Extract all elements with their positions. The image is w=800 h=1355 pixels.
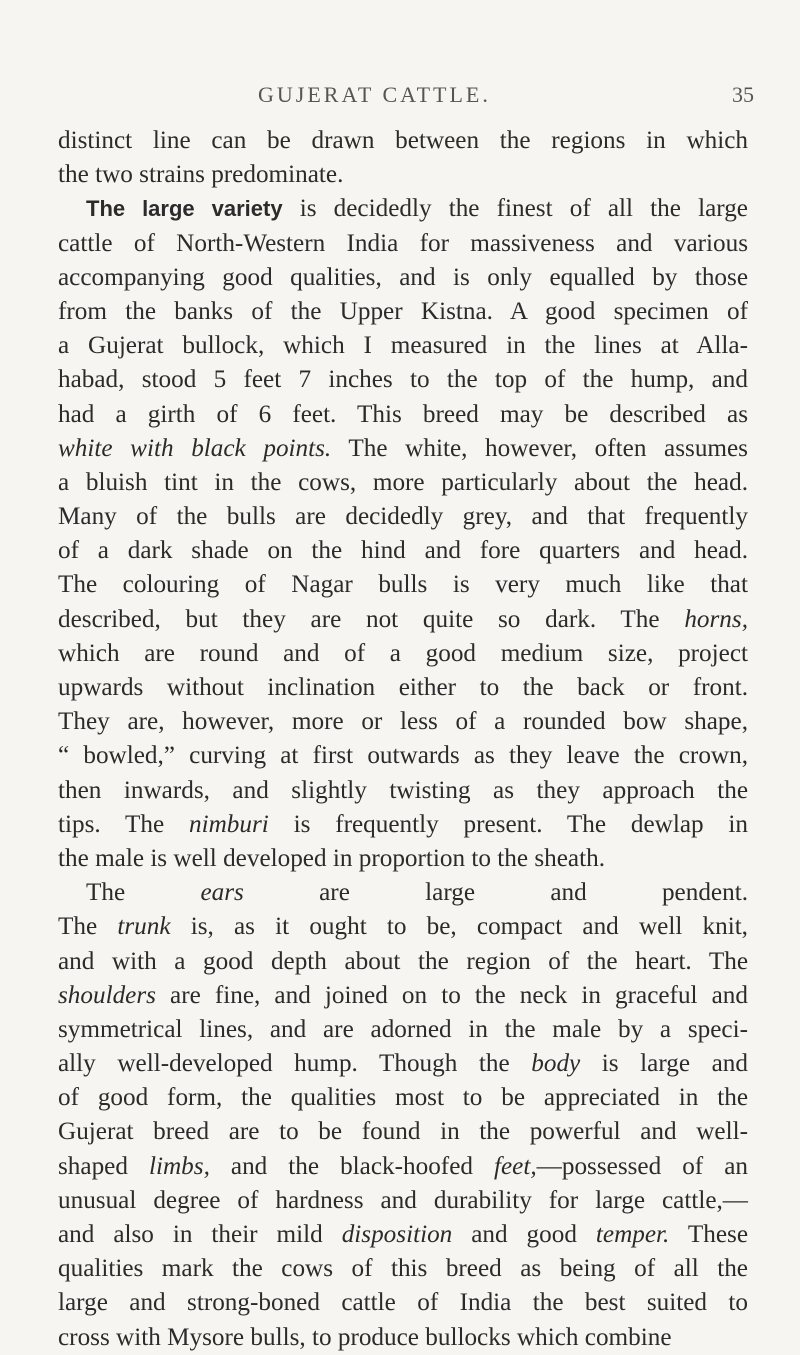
italic-term: shoulders (58, 981, 156, 1009)
text-run: Gujerat breed are to be found in the powerful and well- (58, 1118, 748, 1146)
text-run: The white, however, often assumes (331, 434, 748, 462)
text-line (58, 466, 748, 500)
lead-in-phrase: The large variety (86, 196, 283, 222)
text-run: —possessed of an (536, 1152, 748, 1180)
text-line (58, 1286, 748, 1320)
text-run: is frequently present. The dewlap in (268, 810, 748, 838)
italic-term: ears (200, 879, 244, 907)
text-line (58, 261, 748, 295)
text-run: symmetrical lines, and are adorned in the male by a speci- (58, 1015, 748, 1043)
text-line (58, 568, 748, 602)
italic-term: nimburi (189, 810, 269, 838)
text-run: large and strong-boned cattle of India the best suited to (58, 1289, 748, 1317)
text-run: is large and (580, 1050, 748, 1078)
text-line (58, 603, 748, 637)
text-run: accompanying good qualities, and is only equalled by those (58, 263, 748, 291)
text-run: and good (452, 1221, 596, 1248)
text-run: had a girth of 6 feet. This breed may be described as (58, 400, 748, 428)
text-run: from the banks of the Upper Kistna. A good specimen of (58, 297, 748, 325)
text-line (58, 398, 748, 432)
running-title: GUJERAT CATTLE. (258, 82, 491, 107)
text-line (58, 739, 748, 773)
text-line (58, 329, 748, 363)
text-line (58, 671, 748, 705)
text-line (58, 842, 748, 876)
text-run: qualities mark the cows of this breed as being of all the (58, 1255, 748, 1283)
page-number: 35 (732, 82, 754, 107)
italic-term: horns, (684, 605, 748, 633)
text-run: a Gujerat bullock, which I measured in the lines at Alla- (58, 332, 748, 360)
text-line (58, 534, 748, 568)
text-run: which are round and of a good medium size, project (58, 639, 748, 667)
text-line (58, 1115, 748, 1149)
text-run: and also in their mild (58, 1221, 342, 1248)
text-run: the male is well developed in proportion to the sheath. (58, 844, 605, 872)
text-run: The colouring of Nagar bulls is very much like that (58, 571, 748, 599)
text-line (58, 979, 748, 1013)
body-text (58, 124, 748, 1355)
text-run: then inwards, and slightly twisting as they approach the (58, 776, 748, 804)
text-line (58, 124, 748, 158)
text-line (58, 1218, 748, 1252)
text-run: The (86, 879, 201, 907)
text-line (58, 1184, 748, 1218)
text-run: and with a good depth about the region of the heart. The (58, 947, 748, 975)
text-line (58, 774, 748, 808)
text-line (58, 637, 748, 671)
text-run: Many of the bulls are decidedly grey, and that frequently (58, 503, 748, 531)
text-line (58, 1081, 748, 1115)
text-line (58, 1047, 748, 1081)
text-run: the two strains predominate. (58, 161, 344, 189)
text-run: a bluish tint in the cows, more particularly about the head. (58, 468, 748, 496)
text-run: upwards without inclination either to the back or front. (58, 674, 748, 701)
text-line (58, 1321, 748, 1355)
text-line (58, 705, 748, 739)
running-head (0, 82, 800, 110)
text-line (58, 1013, 748, 1047)
text-line (58, 1150, 748, 1184)
text-line (58, 808, 748, 842)
text-run: They are, however, more or less of a rounded bow shape, (58, 708, 748, 736)
italic-term: body (531, 1050, 581, 1078)
text-run: cattle of North-Western India for massiveness and various (58, 229, 748, 257)
text-line (58, 295, 748, 329)
text-run: unusual degree of hardness and durability for large cattle,— (58, 1186, 748, 1214)
italic-term: trunk (117, 913, 171, 941)
text-line (58, 158, 748, 192)
text-line (58, 945, 748, 979)
text-run: are large and pendent. (243, 879, 748, 907)
text-run: described, but they are not quite so dark. The (58, 605, 685, 633)
text-run: is decidedly the finest of all the large (282, 195, 748, 223)
italic-term: disposition (341, 1221, 453, 1248)
text-run: of good form, the qualities most to be appreciated in the (58, 1084, 748, 1112)
text-run: is, as it ought to be, compact and well knit, (170, 913, 748, 941)
text-run: tips. The (58, 810, 190, 838)
text-line (58, 363, 748, 397)
text-run: “ bowled,” curving at first outwards as they leave the crown, (58, 742, 748, 770)
text-run: shaped (58, 1152, 149, 1180)
italic-term: feet, (494, 1152, 537, 1180)
text-run: are fine, and joined on to the neck in graceful and (155, 981, 748, 1009)
italic-term: limbs, (148, 1152, 210, 1180)
text-line (58, 910, 748, 944)
text-line (58, 432, 748, 466)
text-run: habad, stood 5 feet 7 inches to the top of the hump, and (58, 366, 748, 394)
text-line (58, 192, 748, 226)
text-line (58, 227, 748, 261)
italic-term: white with black points. (58, 434, 332, 462)
text-run: of a dark shade on the hind and fore quarters and head. (58, 537, 748, 565)
text-line (58, 1252, 748, 1286)
text-run: These (669, 1221, 749, 1248)
text-run: The (58, 913, 118, 941)
text-run: distinct line can be drawn between the regions in which (58, 127, 748, 154)
text-line (58, 500, 748, 534)
text-line (58, 876, 748, 910)
text-run: and the black-hoofed (209, 1152, 494, 1180)
text-run: ally well-developed hump. Though the (58, 1050, 532, 1078)
text-run: cross with Mysore bulls, to produce bullocks which combine (58, 1323, 672, 1351)
italic-term: temper. (595, 1221, 670, 1248)
